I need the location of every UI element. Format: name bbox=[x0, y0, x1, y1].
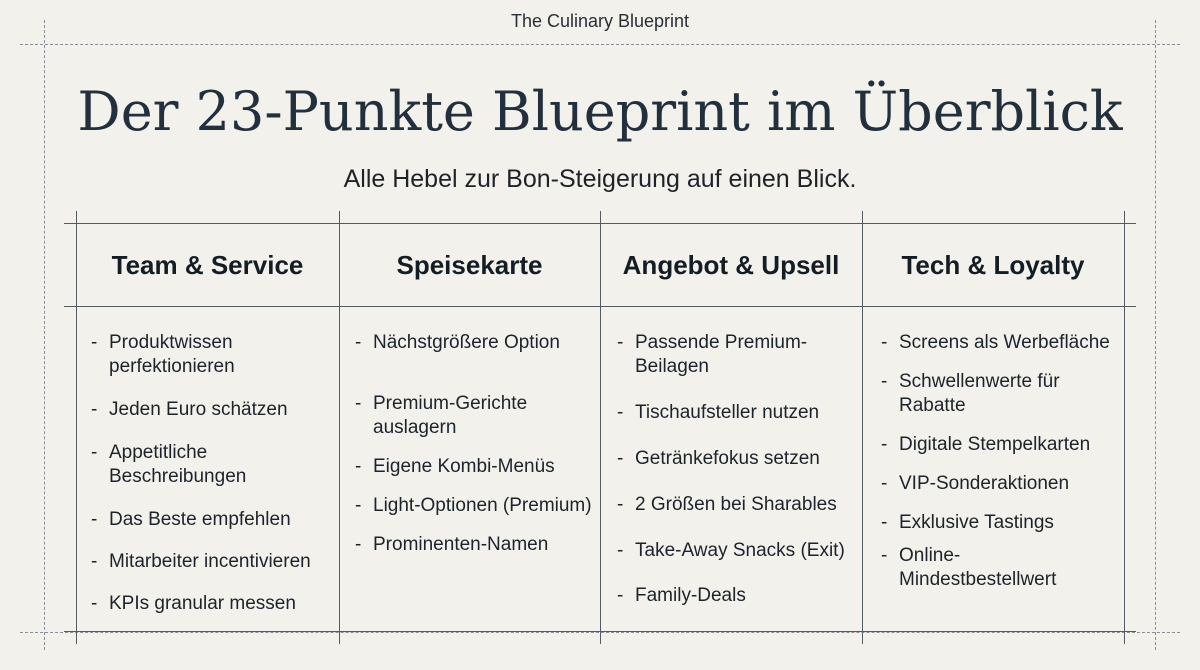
team-service-list bbox=[91, 331, 331, 616]
list-item bbox=[881, 433, 1113, 457]
list-item bbox=[91, 550, 331, 574]
list-item-text: Nächstgrößere Option bbox=[373, 332, 560, 353]
list-item bbox=[355, 455, 595, 479]
bullet-dash: - bbox=[617, 540, 624, 561]
page-title: Der 23-Punkte Blueprint im Überblick bbox=[77, 80, 1123, 143]
bullet-dash: - bbox=[91, 551, 98, 572]
bullet-dash: - bbox=[91, 509, 98, 530]
list-item-text: Premium-Gerichte auslagern bbox=[373, 393, 528, 438]
grid-right-rule bbox=[1124, 211, 1125, 644]
page-subtitle: Alle Hebel zur Bon-Steigerung auf einen Blick. bbox=[343, 165, 857, 193]
list-item-text: VIP-Sonderaktionen bbox=[899, 473, 1070, 494]
bullet-dash: - bbox=[91, 442, 98, 463]
list-item bbox=[91, 331, 331, 379]
bullet-dash: - bbox=[881, 371, 888, 392]
list-item-text: Prominenten-Namen bbox=[373, 534, 549, 555]
list-item bbox=[617, 493, 857, 517]
list-item-text: Appetitliche Beschreibungen bbox=[109, 442, 247, 487]
list-item bbox=[881, 511, 1113, 535]
crosshair-marker bbox=[590, 621, 610, 641]
list-item bbox=[91, 592, 331, 616]
list-item-text: Mitarbeiter incentivieren bbox=[109, 551, 311, 572]
list-item bbox=[617, 401, 857, 425]
bullet-dash: - bbox=[617, 494, 624, 515]
column-heading-angebot-upsell: Angebot & Upsell bbox=[622, 250, 840, 280]
list-item-text: Jeden Euro schätzen bbox=[109, 399, 288, 420]
list-item-text: Screens als Werbefläche bbox=[899, 332, 1110, 353]
tech-loyalty-list bbox=[881, 331, 1113, 592]
brand-label: The Culinary Blueprint bbox=[510, 11, 690, 31]
list-item bbox=[355, 331, 595, 355]
list-item bbox=[617, 447, 857, 471]
list-item-text: Produktwissen perfektionieren bbox=[109, 332, 235, 377]
bullet-dash: - bbox=[355, 495, 362, 516]
crosshair-marker bbox=[329, 621, 349, 641]
bullet-dash: - bbox=[91, 332, 98, 353]
bullet-dash: - bbox=[617, 585, 624, 606]
column-heading-team-service: Team & Service bbox=[111, 250, 304, 280]
bullet-dash: - bbox=[881, 473, 888, 494]
bullet-dash: - bbox=[355, 534, 362, 555]
bullet-dash: - bbox=[355, 456, 362, 477]
bullet-dash: - bbox=[881, 545, 888, 566]
list-item-text: Family-Deals bbox=[635, 585, 746, 606]
column-heading-speisekarte: Speisekarte bbox=[396, 250, 543, 280]
crosshair-marker bbox=[590, 213, 610, 233]
bullet-dash: - bbox=[617, 402, 624, 423]
list-item bbox=[91, 441, 331, 489]
crosshair-marker bbox=[852, 213, 872, 233]
list-item-text: Take-Away Snacks (Exit) bbox=[635, 540, 845, 561]
list-item bbox=[881, 370, 1113, 418]
column-heading-tech-loyalty: Tech & Loyalty bbox=[901, 250, 1085, 280]
bullet-dash: - bbox=[617, 332, 624, 353]
list-item bbox=[617, 584, 857, 608]
bullet-dash: - bbox=[91, 399, 98, 420]
bullet-dash: - bbox=[91, 593, 98, 614]
angebot-upsell-list bbox=[617, 331, 857, 608]
bullet-dash: - bbox=[617, 448, 624, 469]
list-item-text: Das Beste empfehlen bbox=[109, 509, 291, 530]
list-item-text: Exklusive Tastings bbox=[899, 512, 1054, 533]
list-item-text: Tischaufsteller nutzen bbox=[635, 402, 820, 423]
list-item-text: 2 Größen bei Sharables bbox=[635, 494, 837, 515]
crosshair-marker bbox=[852, 621, 872, 641]
crosshair-marker bbox=[590, 296, 610, 316]
crosshair-marker bbox=[329, 296, 349, 316]
list-item bbox=[881, 331, 1113, 355]
list-item-text: Digitale Stempelkarten bbox=[899, 434, 1091, 455]
list-item bbox=[881, 544, 1113, 592]
bullet-dash: - bbox=[881, 434, 888, 455]
frame-top-line bbox=[20, 44, 1180, 45]
list-item bbox=[355, 533, 595, 557]
list-item-text: Online-Mindestbestellwert bbox=[899, 545, 1057, 590]
list-item bbox=[881, 472, 1113, 496]
list-item-text: Getränkefokus setzen bbox=[635, 448, 820, 469]
list-item bbox=[617, 539, 857, 563]
list-item bbox=[617, 331, 857, 379]
list-item-text: Eigene Kombi-Menüs bbox=[373, 456, 555, 477]
list-item bbox=[355, 392, 595, 440]
list-item-text: Schwellenwerte für Rabatte bbox=[899, 371, 1060, 416]
crosshair-marker bbox=[852, 296, 872, 316]
list-item bbox=[91, 398, 331, 422]
bullet-dash: - bbox=[881, 332, 888, 353]
list-item bbox=[355, 494, 595, 518]
list-item-text: KPIs granular messen bbox=[109, 593, 296, 614]
list-item bbox=[91, 508, 331, 532]
list-item-text: Light-Optionen (Premium) bbox=[373, 495, 592, 516]
list-item-text: Passende Premium-Beilagen bbox=[635, 332, 808, 377]
speisekarte-list bbox=[355, 331, 595, 557]
bullet-dash: - bbox=[881, 512, 888, 533]
crosshair-marker bbox=[329, 213, 349, 233]
bullet-dash: - bbox=[355, 393, 362, 414]
bullet-dash: - bbox=[355, 332, 362, 353]
